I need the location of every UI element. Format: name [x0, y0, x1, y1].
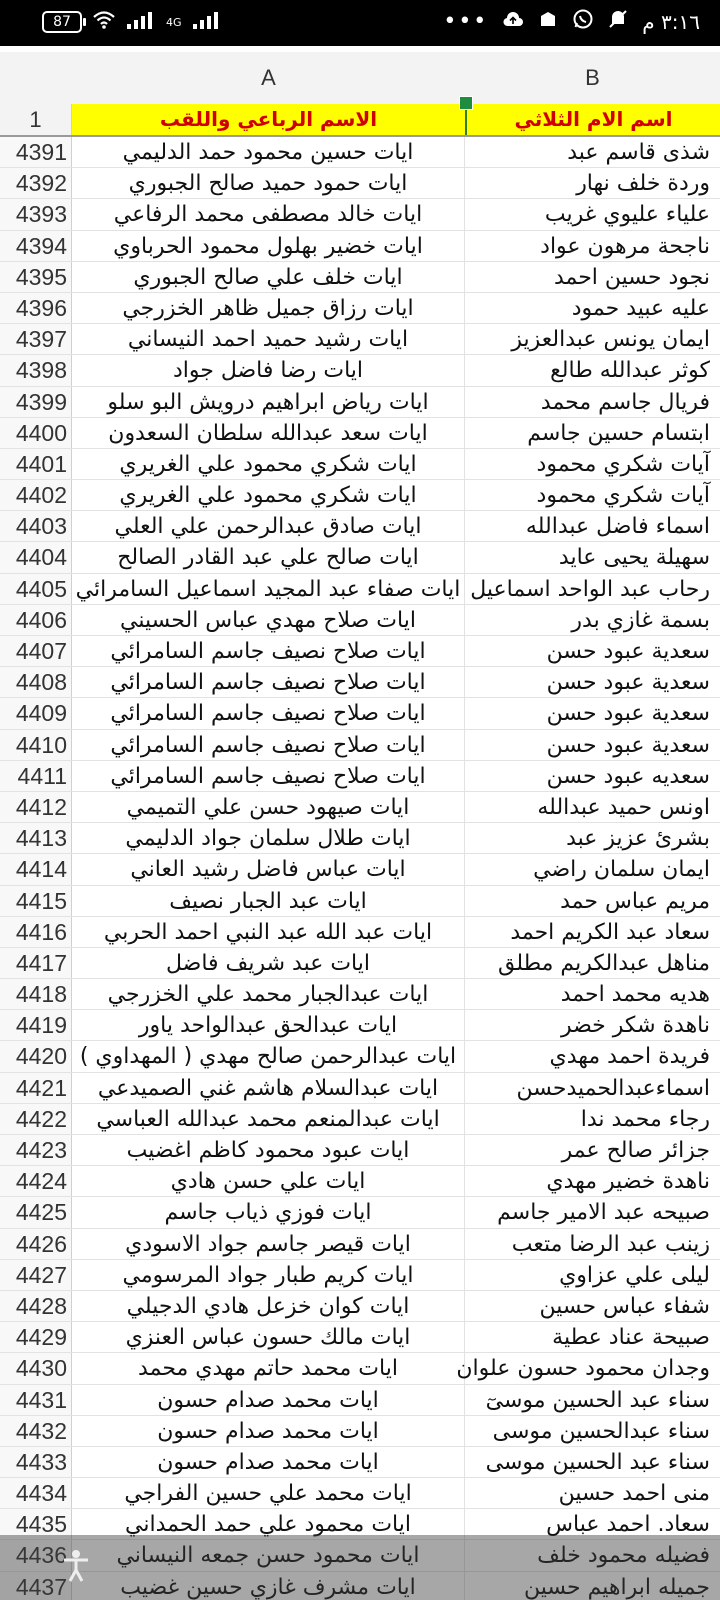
cell-full-name[interactable]: ايات محمود علي حمد الحمداني	[72, 1509, 465, 1539]
table-row	[0, 1572, 720, 1600]
cell-full-name[interactable]: ايات خضير بهلول محمود الحرباوي	[72, 231, 465, 261]
cell-full-name[interactable]: ايات سعد عبدالله سلطان السعدون	[72, 418, 465, 448]
table-row	[0, 1166, 720, 1197]
cell-full-name[interactable]: ايات عبدالجبار محمد علي الخزرجي	[72, 979, 465, 1009]
cell-mother-name[interactable]: علياء عليوي غريب	[544, 202, 710, 228]
cell-mother-name[interactable]: سعدية عبود حسن	[546, 732, 710, 758]
cell-mother-name[interactable]: سعاد عبد الكريم احمد	[510, 919, 710, 945]
cell-full-name[interactable]: ايات صيهود حسن علي التميمي	[72, 792, 465, 822]
table-row	[0, 1416, 720, 1447]
cell-mother-name[interactable]: سهيلة يحيى عايد	[558, 545, 710, 571]
cell-mother-name[interactable]: مناهل عبدالكريم مطلق	[497, 950, 710, 976]
table-row	[0, 293, 720, 324]
cell-full-name[interactable]: ايات رضا فاضل جواد	[72, 355, 465, 385]
cell-full-name[interactable]: ايات قيصر جاسم جواد الاسودي	[72, 1229, 465, 1259]
row-number[interactable]: 4428	[0, 1291, 72, 1321]
cell-mother-name[interactable]: صبيحه عبد الامير جاسم	[497, 1200, 710, 1226]
cell-mother-name[interactable]: صبيحة عناد عطية	[552, 1325, 710, 1351]
cell-full-name[interactable]: ايات عباس فاضل رشيد العاني	[72, 854, 465, 884]
cell-full-name[interactable]: ايات عبدالمنعم محمد عبدالله العباسي	[72, 1104, 465, 1134]
network-type-label: 4G	[166, 15, 182, 29]
cell-full-name[interactable]: ايات حسين محمود حمد الدليمي	[72, 137, 465, 167]
cell-mother-name[interactable]: سناء عبد الحسين موسى	[485, 1449, 710, 1475]
row-number[interactable]: 4391	[0, 137, 72, 167]
cell-mother-name[interactable]: فريدة احمد مهدي	[549, 1044, 710, 1070]
cell-full-name[interactable]: ايات عبدالسلام هاشم غني الصميدعي	[72, 1073, 465, 1103]
table-row	[0, 917, 720, 948]
cell-mother-name[interactable]: ناجحة مرهون عواد	[540, 233, 710, 259]
row-number[interactable]: 4435	[0, 1509, 72, 1539]
row-number[interactable]: 4412	[0, 792, 72, 822]
row-number[interactable]: 4426	[0, 1229, 72, 1259]
cell-mother-name[interactable]: عليه عبيد حمود	[571, 295, 710, 321]
cell-full-name[interactable]: ايات شكري محمود علي الغريري	[72, 449, 465, 479]
table-row	[0, 1478, 720, 1509]
table-row	[0, 511, 720, 542]
cell-mother-name[interactable]: سعاد. احمد عباس	[546, 1512, 710, 1538]
cell-mother-name[interactable]: بشرئ عزيز عبد	[566, 826, 710, 852]
cell-full-name[interactable]: ايات صالح علي عبد القادر الصالح	[72, 542, 465, 572]
row-number[interactable]: 4431	[0, 1385, 72, 1415]
cell-mother-name[interactable]: ابتسام حسين جاسم	[527, 420, 710, 446]
cell-full-name[interactable]: ايات صلاح نصيف جاسم السامرائي	[72, 698, 465, 728]
row-number-header[interactable]: 1	[0, 104, 72, 135]
table-row	[0, 979, 720, 1010]
row-number[interactable]: 4393	[0, 199, 72, 229]
cell-full-name[interactable]: ايات عبد الجبار نصيف	[72, 886, 465, 916]
table-row	[0, 1540, 720, 1571]
cell-full-name[interactable]: ايات رياض ابراهيم درويش البو سلو	[72, 387, 465, 417]
cell-full-name[interactable]: ايات محمد صدام حسون	[72, 1385, 465, 1415]
signal-icon-2	[192, 10, 222, 34]
cell-full-name[interactable]: ايات خالد مصطفى محمد الرفاعي	[72, 199, 465, 229]
table-row	[0, 480, 720, 511]
table-row	[0, 1010, 720, 1041]
cell-mother-name[interactable]: ايمان سلمان راضي	[533, 857, 710, 883]
table-row	[0, 1385, 720, 1416]
more-notifications-icon: •••	[443, 9, 489, 34]
cell-full-name[interactable]: ايات طلال سلمان جواد الدليمي	[72, 823, 465, 853]
cell-full-name[interactable]: ايات عبدالحق عبدالواحد ياور	[72, 1010, 465, 1040]
cell-mother-name[interactable]: ناهدة خضير مهدي	[546, 1169, 710, 1195]
table-row	[0, 823, 720, 854]
cell-mother-name[interactable]: فضيله محمود خلف	[537, 1543, 710, 1569]
cell-mother-name[interactable]: كوثر عبدالله طالع	[550, 358, 710, 384]
row-number[interactable]: 4415	[0, 886, 72, 916]
table-row	[0, 792, 720, 823]
cell-mother-name[interactable]: سعدية عبود حسن	[546, 639, 710, 664]
cell-full-name[interactable]: ايات شكري محمود علي الغريري	[72, 480, 465, 510]
row-number[interactable]: 4434	[0, 1478, 72, 1508]
wifi-icon	[92, 10, 116, 34]
table-row	[0, 1041, 720, 1072]
cell-full-name[interactable]: ايات صلاح نصيف جاسم السامرائي	[72, 730, 465, 760]
cell-mother-name[interactable]: وجدان محمود حسون علوان	[456, 1356, 710, 1382]
cell-full-name[interactable]: ايات محمود حسن جمعه النيساني	[72, 1540, 465, 1570]
spreadsheet-grid[interactable]	[0, 137, 720, 1600]
cell-full-name[interactable]: ايات محمد حاتم مهدي محمد	[72, 1353, 465, 1383]
row-number[interactable]: 4421	[0, 1073, 72, 1103]
row-number[interactable]: 4424	[0, 1166, 72, 1196]
row-number[interactable]: 4420	[0, 1041, 72, 1071]
cell-full-name[interactable]: ايات صلاح نصيف جاسم السامرائي	[72, 667, 465, 697]
table-row	[0, 199, 720, 230]
cell-full-name[interactable]: ايات صفاء عبد المجيد اسماعيل السامرائي	[72, 574, 465, 604]
row-number[interactable]: 4411	[0, 761, 72, 791]
cell-full-name[interactable]: ايات صلاح نصيف جاسم السامرائي	[72, 636, 465, 666]
cell-mother-name[interactable]: سناء عبدالحسين موسى	[492, 1418, 710, 1444]
status-right	[443, 8, 700, 35]
row-number[interactable]: 4433	[0, 1447, 72, 1477]
row-number[interactable]: 4413	[0, 823, 72, 853]
cell-full-name[interactable]: ايات خلف علي صالح الجبوري	[72, 262, 465, 292]
cell-mother-name[interactable]: وردة خلف نهار	[576, 171, 710, 197]
frozen-header-row	[0, 104, 720, 137]
table-row	[0, 667, 720, 698]
cell-mother-name[interactable]: جميله ابراهيم حسين	[523, 1574, 710, 1600]
cell-mother-name[interactable]: شذى قاسم عبد	[567, 140, 710, 165]
mute-icon	[608, 9, 628, 34]
battery-icon: 87	[42, 11, 82, 33]
cell-mother-name[interactable]: زينب عبد الرضا متعب	[511, 1231, 710, 1257]
row-number[interactable]: 4397	[0, 324, 72, 354]
row-number[interactable]: 4396	[0, 293, 72, 323]
whatsapp-icon	[572, 8, 594, 35]
table-row	[0, 1135, 720, 1166]
cell-full-name[interactable]: ايات صادق عبدالرحمن علي العلي	[72, 511, 465, 541]
table-row	[0, 1197, 720, 1228]
row-number[interactable]: 4406	[0, 605, 72, 635]
cell-mother-name[interactable]: سعدية عبود حسن	[546, 670, 710, 696]
row-number[interactable]: 4437	[0, 1572, 72, 1600]
cloud-upload-icon	[502, 10, 524, 33]
row-number[interactable]: 4417	[0, 948, 72, 978]
cell-full-name[interactable]: ايات محمد صدام حسون	[72, 1416, 465, 1446]
header-cell-mother-name[interactable]: اسم الام الثلاثي	[465, 104, 720, 135]
cell-full-name[interactable]: ايات صلاح مهدي عباس الحسيني	[72, 605, 465, 635]
cell-mother-name[interactable]: نجود حسين احمد	[553, 264, 710, 290]
app-notification-icon	[538, 10, 558, 33]
row-number[interactable]: 4394	[0, 231, 72, 261]
table-row	[0, 730, 720, 761]
table-row	[0, 418, 720, 449]
table-row	[0, 761, 720, 792]
row-number[interactable]: 4407	[0, 636, 72, 666]
row-number[interactable]: 4432	[0, 1416, 72, 1446]
table-row	[0, 449, 720, 480]
table-row	[0, 948, 720, 979]
cell-mother-name[interactable]: رجاء محمد ندا	[580, 1106, 710, 1132]
cell-mother-name[interactable]: اسماء فاضل عبدالله	[525, 514, 710, 540]
cell-full-name[interactable]: ايات علي حسن هادي	[72, 1166, 465, 1196]
row-number[interactable]: 4400	[0, 418, 72, 448]
table-row	[0, 698, 720, 729]
table-row	[0, 262, 720, 293]
cell-full-name[interactable]: ايات محمد صدام حسون	[72, 1447, 465, 1477]
cell-full-name[interactable]: ايات فوزي ذياب جاسم	[72, 1197, 465, 1227]
row-number[interactable]: 4402	[0, 480, 72, 510]
row-number[interactable]: 4414	[0, 854, 72, 884]
selection-handle[interactable]	[459, 96, 473, 110]
cell-full-name[interactable]: ايات مالك حسون عباس العنزي	[72, 1322, 465, 1352]
table-row	[0, 355, 720, 386]
cell-mother-name[interactable]: ناهدة شكر خضر	[560, 1013, 710, 1039]
cell-mother-name[interactable]: منى احمد حسين	[558, 1481, 710, 1507]
row-number[interactable]: 4419	[0, 1010, 72, 1040]
cell-mother-name[interactable]: آيات شكري محمود	[536, 483, 710, 509]
table-row	[0, 387, 720, 418]
table-row	[0, 1291, 720, 1322]
cell-full-name[interactable]: ايات عبد الله عبد النبي احمد الحربي	[72, 917, 465, 947]
row-number[interactable]: 4418	[0, 979, 72, 1009]
table-row	[0, 1260, 720, 1291]
table-row	[0, 854, 720, 885]
cell-full-name[interactable]: ايات عبود محمود كاظم اغضيب	[72, 1135, 465, 1165]
cell-mother-name[interactable]: جزائر صالح عمر	[561, 1138, 710, 1163]
row-number[interactable]: 4403	[0, 511, 72, 541]
signal-icon	[126, 10, 156, 34]
cell-mother-name[interactable]: ليلى علي عزاوي	[559, 1262, 710, 1288]
cell-full-name[interactable]: ايات مشرف غازي حسين غضيب	[72, 1572, 465, 1600]
table-row	[0, 1322, 720, 1353]
cell-mother-name[interactable]: سعدية عبود حسن	[546, 701, 710, 727]
row-number[interactable]: 4410	[0, 730, 72, 760]
cell-full-name[interactable]: ايات عبد شريف فاضل	[72, 948, 465, 978]
row-number[interactable]: 4423	[0, 1135, 72, 1165]
header-cell-full-name[interactable]: الاسم الرباعي واللقب	[159, 107, 378, 131]
row-number[interactable]: 4408	[0, 667, 72, 697]
cell-mother-name[interactable]: رحاب عبد الواحد اسماعيل	[470, 576, 710, 602]
row-number[interactable]: 4436	[0, 1540, 72, 1570]
cell-mother-name[interactable]: سعديه عبود حسن	[546, 763, 710, 789]
status-left	[42, 10, 222, 34]
cell-mother-name[interactable]: اونس حميد عبدالله	[537, 794, 710, 820]
row-number[interactable]: 4399	[0, 387, 72, 417]
cell-mother-name[interactable]: اسماءعبدالحميدحسن	[516, 1075, 710, 1101]
table-row	[0, 324, 720, 355]
cell-full-name[interactable]: ايات كوان خزعل هادي الدجيلي	[72, 1291, 465, 1321]
row-number[interactable]: 4427	[0, 1260, 72, 1290]
cell-full-name[interactable]: ايات محمد علي حسين الفراجي	[72, 1478, 465, 1508]
cell-mother-name[interactable]: آيات شكري محمود	[536, 451, 710, 477]
row-number[interactable]: 4422	[0, 1104, 72, 1134]
cell-full-name[interactable]: ايات رزاق جميل ظاهر الخزرجي	[72, 293, 465, 323]
cell-mother-name[interactable]: فريال جاسم محمد	[540, 389, 710, 415]
row-number[interactable]: 4401	[0, 449, 72, 479]
table-row	[0, 574, 720, 605]
table-row	[0, 636, 720, 667]
row-number[interactable]: 4404	[0, 542, 72, 572]
cell-mother-name[interactable]: هديه محمد احمد	[560, 982, 710, 1008]
row-number[interactable]: 4416	[0, 917, 72, 947]
cell-full-name[interactable]: ايات صلاح نصيف جاسم السامرائي	[72, 761, 465, 791]
table-row	[0, 231, 720, 262]
clock-time: ٣:١٦ م	[642, 9, 700, 34]
table-row	[0, 1353, 720, 1384]
table-row	[0, 1229, 720, 1260]
cell-mother-name[interactable]: سناء عبد الحسين موسىٓ	[485, 1387, 710, 1413]
column-header-bar	[0, 52, 720, 105]
cell-mother-name[interactable]: شفاء عباس حسين	[539, 1293, 710, 1319]
row-number[interactable]: 4405	[0, 574, 72, 604]
row-number[interactable]: 4398	[0, 355, 72, 385]
row-number[interactable]: 4395	[0, 262, 72, 292]
table-row	[0, 1073, 720, 1104]
table-row	[0, 1447, 720, 1478]
cell-mother-name[interactable]: بسمة غازي بدر	[571, 607, 710, 633]
column-header-b[interactable]: B	[585, 65, 600, 90]
column-header-a[interactable]: A	[261, 65, 276, 90]
row-number[interactable]: 4430	[0, 1353, 72, 1383]
table-row	[0, 886, 720, 917]
row-number[interactable]: 4425	[0, 1197, 72, 1227]
table-row	[0, 1104, 720, 1135]
table-row	[0, 137, 720, 168]
row-number[interactable]: 4429	[0, 1322, 72, 1352]
table-row	[0, 168, 720, 199]
row-number[interactable]: 4409	[0, 698, 72, 728]
cell-full-name[interactable]: ايات حمود حميد صالح الجبوري	[72, 168, 465, 198]
table-row	[0, 605, 720, 636]
cell-full-name[interactable]: ايات رشيد حميد احمد النيساني	[72, 324, 465, 354]
status-bar	[0, 0, 720, 46]
table-row	[0, 1509, 720, 1540]
cell-mother-name[interactable]: ايمان يونس عبدالعزيز	[511, 327, 710, 353]
cell-mother-name[interactable]: مريم عباس حمد	[560, 888, 710, 914]
cell-full-name[interactable]: ايات كريم طبار جواد المرسومي	[72, 1260, 465, 1290]
row-number[interactable]: 4392	[0, 168, 72, 198]
cell-full-name[interactable]: ايات عبدالرحمن صالح مهدي ( المهداوي )	[72, 1041, 465, 1071]
table-row	[0, 542, 720, 573]
